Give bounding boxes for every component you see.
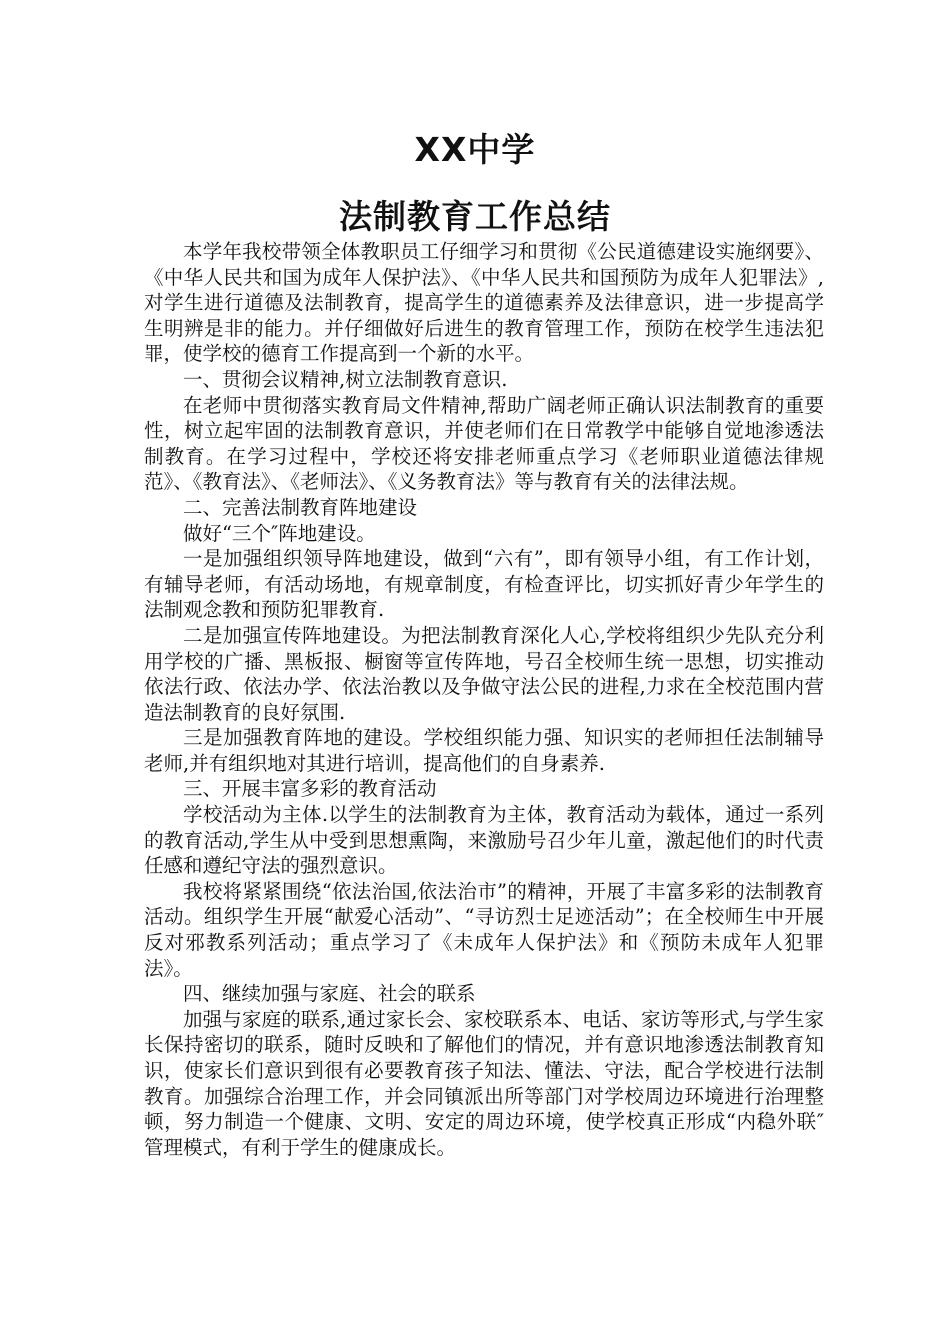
school-title: XX中学 (414, 130, 536, 169)
body-paragraph: 我校将紧紧围绕“依法治国,依法治市”的精神，开展了丰富多彩的法制教育活动。组织学生开展“献爱心活动”、“寻访烈士足迹活动”；在全校师生中开展反对邪教系列活动；重点学习了《未成年人保护法》和《预防未成年人犯罪法》。 (144, 879, 824, 980)
body-paragraph: 一是加强组织领导阵地建设，做到“六有”，即有领导小组，有工作计划，有辅导老师，有活动场地，有规章制度，有检查评比，切实抓好青少年学生的法制观念教和预防犯罪教育. (144, 547, 824, 622)
body-paragraph: 二是加强宣传阵地建设。为把法制教育深化人心,学校将组织少先队充分利用学校的广播、黑板报、橱窗等宣传阵地，号召全校师生统一思想，切实推动依法行政、依法办学、依法治教以及争做守法公民的进程,力求在全校范围内营造法制教育的良好氛围. (144, 623, 824, 724)
body-paragraph: 学校活动为主体.以学生的法制教育为主体，教育活动为载体，通过一系列的教育活动,学生从中受到思想熏陶，来激励号召少年儿童，激起他们的时代责任感和遵纪守法的强烈意识。 (144, 803, 824, 878)
section-heading-1: 一、贯彻会议精神,树立法制教育意识. (183, 367, 508, 391)
body-paragraph: 加强与家庭的联系,通过家长会、家校联系本、电话、家访等形式,与学生家长保持密切的联系，随时反映和了解他们的情况，并有意识地渗透法制教育知识，使家长们意识到很有必要教育孩子知法、懂法、守法，配合学校进行法制教育。加强综合治理工作，并会同镇派出所等部门对学校周边环境进行治理整顿，努力制造一个健康、文明、安定的周边环境，使学校真正形成“内稳外联″管理模式，有利于学生的健康成长。 (144, 1007, 824, 1159)
section-heading-4: 四、继续加强与家庭、社会的联系 (183, 982, 476, 1006)
intro-paragraph: 本学年我校带领全体教职员工仔细学习和贯彻《公民道德建设实施纲要》、《中华人民共和国为成年人保护法》、《中华人民共和国预防为成年人犯罪法》,对学生进行道德及法制教育，提高学生的道德素养及法律意识，进一步提高学生明辨是非的能力。并仔细做好后进生的教育管理工作，预防在校学生违法犯罪，使学校的德育工作提高到一个新的水平。 (144, 240, 824, 366)
body-paragraph: 三是加强教育阵地的建设。学校组织能力强、知识实的老师担任法制辅导老师,并有组织地对其进行培训，提高他们的自身素养. (144, 726, 824, 775)
document-body (144, 239, 824, 1160)
document-title: 法制教育工作总结 (339, 197, 611, 236)
section-heading-3: 三、开展丰富多彩的教育活动 (183, 777, 437, 801)
body-paragraph: 在老师中贯彻落实教育局文件精神,帮助广阔老师正确认识法制教育的重要性，树立起牢固的法制教育意识，并使老师们在日常教学中能够自觉地渗透法制教育。在学习过程中，学校还将安排老师重点学习《老师职业道德法律规范》、《教育法》、《老师法》、《义务教育法》等与教育有关的法律法规。 (144, 393, 824, 494)
section-heading-2: 二、完善法制教育阵地建设 (183, 495, 418, 519)
body-paragraph: 做好“三个″阵地建设。 (183, 521, 376, 545)
